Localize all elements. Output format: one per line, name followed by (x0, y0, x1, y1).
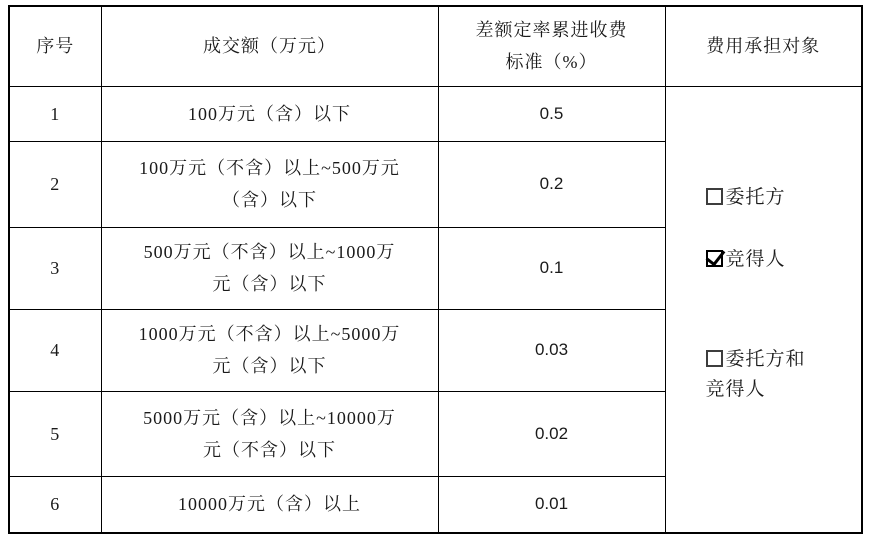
row-rate: 0.02 (438, 391, 665, 476)
row-index: 1 (9, 86, 101, 141)
amount-line: 500万元（不含）以上~1000万 (143, 242, 396, 262)
row-index: 4 (9, 309, 101, 391)
row-rate: 0.5 (438, 86, 665, 141)
header-index: 序号 (9, 6, 101, 86)
header-row (9, 6, 862, 86)
check-mark-icon (705, 245, 725, 266)
row-rate: 0.2 (438, 141, 665, 227)
amount-line: 10000万元（含）以上 (178, 494, 361, 515)
amount-line: 1000万元（不含）以上~5000万 (138, 324, 401, 344)
row-amount (101, 86, 438, 141)
bearer-option-label: 委托方和竞得人 (705, 348, 806, 400)
amount-line: 元（含）以下 (212, 274, 327, 294)
amount-line: 100万元（含）以下 (188, 103, 351, 124)
row-rate: 0.03 (438, 309, 665, 391)
row-rate: 0.01 (438, 476, 665, 533)
header-amount: 成交额（万元） (101, 6, 438, 86)
bearer-option-label: 委托方 (725, 186, 786, 208)
row-amount (101, 309, 438, 391)
bearer-option-weituofang-he-jingderen[interactable] (706, 345, 810, 405)
amount-line: 元（不含）以下 (203, 439, 336, 460)
table-row (9, 86, 862, 141)
fee-schedule-table (8, 5, 863, 534)
row-index: 5 (9, 391, 101, 476)
bearer-option-label: 竞得人 (725, 248, 786, 270)
row-amount (101, 227, 438, 309)
amount-line: 元（含）以下 (212, 356, 327, 376)
header-rate-line1: 差额定率累进收费 (475, 20, 628, 41)
bearer-merged-cell (665, 86, 862, 533)
header-rate (438, 6, 665, 86)
row-amount (101, 476, 438, 533)
row-index: 3 (9, 227, 101, 309)
header-bearer: 费用承担对象 (665, 6, 862, 86)
checkbox-weituofang[interactable] (706, 188, 723, 205)
amount-line: 100万元（不含）以上~500万元 (139, 158, 400, 178)
amount-line: （含）以下 (222, 190, 317, 210)
amount-line: 5000万元（含）以上~10000万 (143, 407, 396, 428)
bearer-option-weituofang[interactable] (706, 183, 810, 213)
row-index: 2 (9, 141, 101, 227)
checkbox-weituofang-he-jingderen[interactable] (706, 350, 723, 367)
row-rate: 0.1 (438, 227, 665, 309)
row-amount (101, 141, 438, 227)
bearer-option-jingderen[interactable] (706, 245, 810, 275)
checkbox-jingderen[interactable] (706, 250, 723, 267)
header-rate-line2: 标准（%） (505, 52, 598, 73)
bearer-options (666, 87, 862, 405)
row-amount (101, 391, 438, 476)
row-index: 6 (9, 476, 101, 533)
